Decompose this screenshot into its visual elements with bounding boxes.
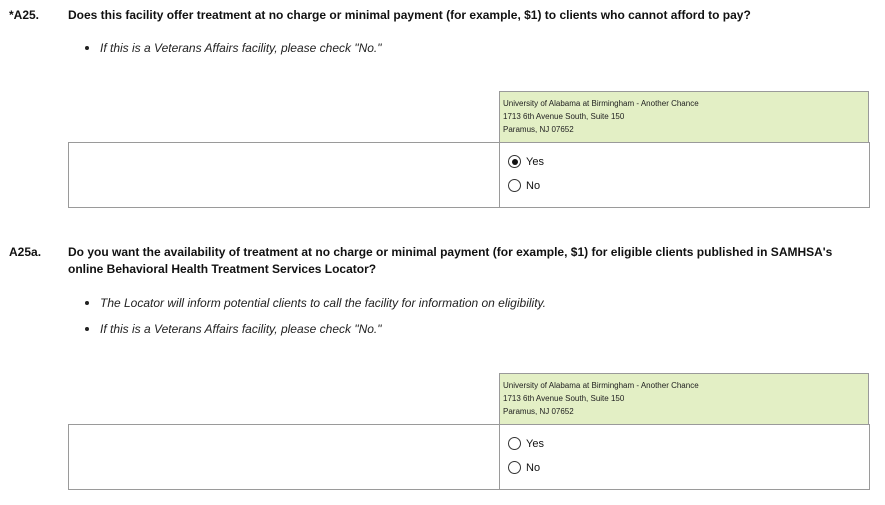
facility-header — [499, 373, 869, 424]
facility-name: University of Alabama at Birmingham - Another Chance — [503, 381, 699, 390]
question-number: A25a. — [9, 245, 42, 259]
facility-address-line1: 1713 6th Avenue South, Suite 150 — [503, 394, 625, 403]
radio-unchecked-icon[interactable] — [508, 437, 521, 450]
note-text: The Locator will inform potential clients to call the facility for information on eligibility. — [100, 296, 546, 310]
facility-header — [499, 91, 869, 142]
facility-address-line1: 1713 6th Avenue South, Suite 150 — [503, 112, 625, 121]
radio-option-no[interactable] — [508, 179, 540, 192]
facility-name: University of Alabama at Birmingham - Another Chance — [503, 99, 699, 108]
question-text: Do you want the availability of treatment at no charge or minimal payment (for example, $1) for eligible clients published in SAMHSA's online Behavioral Health Treatment Services Locator? — [68, 245, 833, 276]
radio-unchecked-icon[interactable] — [508, 179, 521, 192]
radio-label: Yes — [526, 437, 544, 450]
question-number: *A25. — [9, 8, 40, 22]
answer-row — [68, 142, 870, 208]
radio-option-yes[interactable] — [508, 155, 544, 168]
radio-option-no[interactable] — [508, 461, 540, 474]
answer-grid — [68, 91, 870, 208]
facility-address-line2: Paramus, NJ 07652 — [503, 125, 574, 134]
radio-label: Yes — [526, 155, 544, 168]
radio-checked-icon[interactable] — [508, 155, 521, 168]
column-divider — [499, 425, 500, 489]
bullet-icon — [85, 301, 89, 305]
answer-grid — [68, 373, 870, 490]
column-divider — [499, 143, 500, 207]
note-text: If this is a Veterans Affairs facility, please check "No." — [100, 41, 382, 55]
facility-address-line2: Paramus, NJ 07652 — [503, 407, 574, 416]
radio-option-yes[interactable] — [508, 437, 544, 450]
radio-label: No — [526, 461, 541, 474]
answer-row — [68, 424, 870, 490]
question-text: Does this facility offer treatment at no charge or minimal payment (for example, $1) to clients who cannot afford to pay? — [68, 8, 751, 22]
radio-unchecked-icon[interactable] — [508, 461, 521, 474]
radio-label: No — [526, 179, 541, 192]
note-text: If this is a Veterans Affairs facility, please check "No." — [100, 322, 382, 336]
bullet-icon — [85, 327, 89, 331]
bullet-icon — [85, 46, 89, 50]
